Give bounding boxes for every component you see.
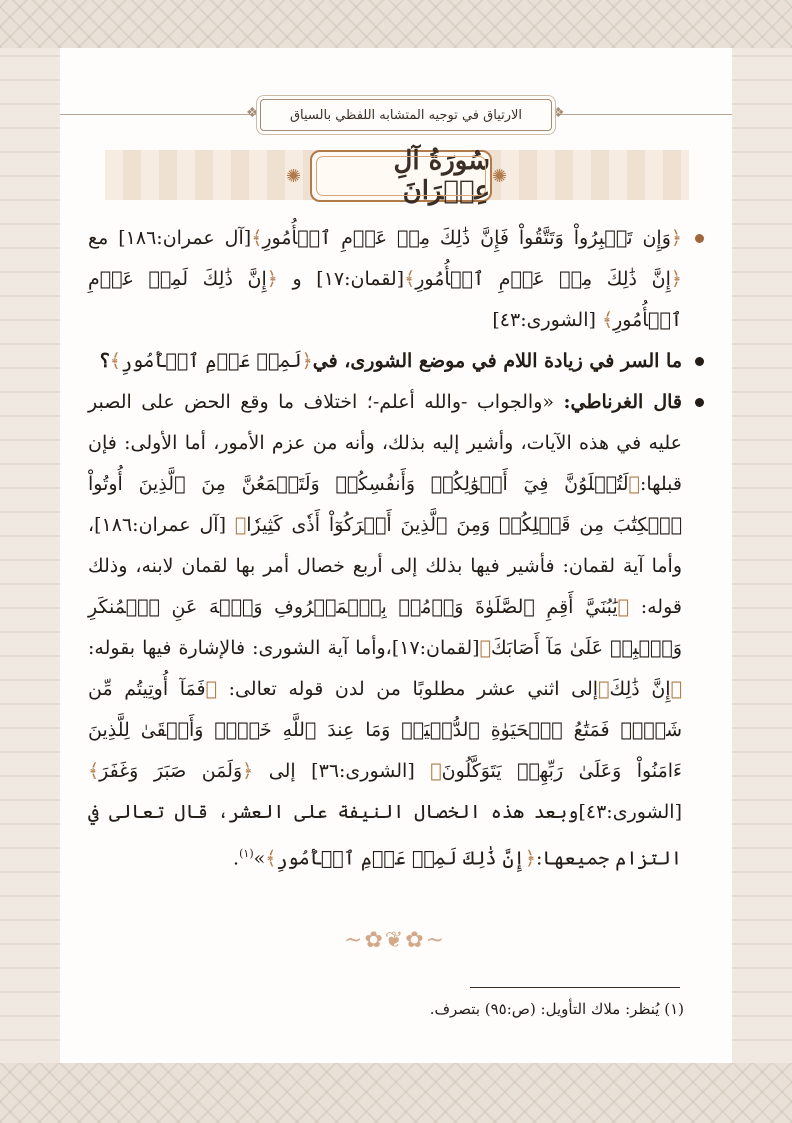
footnote-reference[interactable]: (١): [239, 847, 254, 860]
quran-bracket-open: ﴿: [301, 350, 313, 372]
divider-ornament-icon: ~✿❦✿~: [343, 927, 447, 953]
footnote-rule: [470, 987, 680, 988]
quran-verse: إِنَّ ذَٰلِكَ لَمِنۡ عَزۡمِ ٱلۡأُمُورِ: [88, 268, 682, 331]
surah-ornament-icon: ✺: [286, 166, 302, 187]
quran-verse: وَلَمَن صَبَرَ وَغَفَرَ: [99, 760, 243, 782]
decorative-border-top: [0, 0, 792, 48]
quran-bracket-open: ﴿: [628, 473, 640, 495]
running-title: الارتياق في توجيه المتشابه اللفظي بالسياق: [289, 107, 523, 123]
quran-bracket-close: ﴾: [598, 678, 610, 700]
decorative-margin-left: [0, 48, 60, 1063]
header-ornament-icon: ❖: [246, 105, 259, 121]
quran-bracket-close: ﴾: [430, 760, 442, 782]
quran-verse: إِنَّ ذَٰلِكَ لَمِنۡ عَزۡمِ ٱلۡأُمُورِ: [276, 847, 525, 870]
text-segment: «والجواب -والله أعلم-؛ اختلاف ما وقع الحض على الصبر عليه في هذه الآيات، وأشير إليه بذلك، وأنه من عزم الأمور، أما الأولى: فإن قبلها:: [88, 391, 682, 495]
bullet-dot-icon: [695, 357, 704, 366]
text-segment: مع: [88, 227, 109, 249]
running-header: [60, 95, 732, 135]
quran-bracket-close: ﴾: [251, 227, 263, 249]
surah-title: سُورَةُ آلِ عِمۡرَانَ: [393, 146, 490, 206]
quran-bracket-open: ﴿: [266, 268, 278, 290]
bullet-dot-icon: [695, 234, 704, 243]
quran-bracket-open: ﴿: [524, 847, 536, 870]
surah-ornament-icon: ✺: [492, 166, 508, 187]
quran-verse: إِنَّ ذَٰلِكَ: [609, 678, 671, 700]
bullet-dot-icon: [695, 398, 704, 407]
paragraph-1: [88, 218, 704, 341]
quran-bracket-open: ﴿: [205, 678, 217, 700]
quran-bracket-open: ﴿: [670, 227, 683, 249]
main-text: [88, 218, 704, 879]
quran-bracket-close: ﴾: [404, 268, 416, 290]
quran-bracket-close: ﴾: [234, 514, 247, 536]
text-segment: [الشورى:٣٦] إلى: [253, 760, 431, 782]
quran-bracket-close: ﴾: [265, 847, 277, 870]
verse-reference: [آل عمران:١٨٦]: [118, 227, 252, 249]
quran-bracket-close: ﴾: [88, 760, 100, 782]
quran-bracket-close: ﴾: [601, 309, 614, 331]
text-segment: .: [233, 847, 240, 870]
verse-reference: [لقمان:١٧] و: [292, 268, 405, 290]
verse-reference: [الشورى:٤٣]: [492, 309, 596, 331]
quran-bracket-open: ﴿: [617, 596, 630, 618]
quran-bracket-open: ﴿: [670, 678, 682, 700]
text-segment: »: [253, 847, 266, 870]
quran-bracket-open: ﴿: [242, 760, 254, 782]
paragraph-2: [88, 341, 704, 382]
question-text: ما السر في زيادة اللام في موضع الشورى، في: [312, 350, 682, 372]
quran-verse: يَٰبُنَيَّ أَقِمِ ٱلصَّلَوٰةَ وَأۡمُرۡ بِٱلۡمَعۡرُوفِ وَٱنۡهَ عَنِ ٱلۡمُنكَرِ وَٱصۡبِرۡ عَلَىٰ مَآ أَصَابَكَ: [88, 596, 683, 659]
question-mark: ؟: [99, 350, 110, 372]
text-segment: إلى اثني عشر مطلوبًا من لدن قوله تعالى:: [216, 678, 599, 700]
text-segment: [آل عمران:١٨٦]، وأما آية لقمان: فأشير فيها بذلك إلى أربع خصال أمر بها لقمان لابنه، وذلك قوله:: [88, 514, 682, 618]
decorative-margin-right: [732, 48, 792, 1063]
header-ornament-icon: ❖: [552, 105, 565, 121]
quran-bracket-close: ﴾: [109, 350, 121, 372]
quote-author: قال الغرناطي:: [563, 391, 682, 413]
quran-bracket-open: ﴿: [670, 268, 682, 290]
quran-verse: لَمِنۡ عَزۡمِ ٱلۡأُمُورِ: [120, 350, 302, 372]
decorative-border-bottom: [0, 1063, 792, 1123]
quran-verse: فَمَآ أُوتِيتُم مِّن شَيۡءٖ فَمَتَٰعُ ٱلۡحَيَوٰةِ ٱلدُّنۡيَاۖ وَمَا عِندَ ٱللَّهِ خَيۡرٞ وَأَبۡقَىٰ لِلَّذِينَ ءَامَنُواْ وَعَلَىٰ رَبِّهِمۡ يَتَوَكَّلُونَ: [88, 678, 682, 782]
text-segment: [الشورى:٤٣]وبعد هذه الخصال النيفة على العشر، قال تعالى في التزام جميعها:: [88, 801, 682, 870]
text-segment: [لقمان:١٧]،وأما آية الشورى: فالإشارة فيها بقوله:: [88, 637, 480, 659]
quran-verse: لَتُبۡلَوُنَّ فِيٓ أَمۡوَٰلِكُمۡ وَأَنفُسِكُمۡ وَلَتَسۡمَعُنَّ مِنَ ٱلَّذِينَ أُوتُواْ ٱلۡكِتَٰبَ مِن قَبۡلِكُمۡ وَمِنَ ٱلَّذِينَ أَشۡرَكُوٓاْ أَذٗى كَثِيرٗا: [88, 473, 682, 536]
quran-bracket-close: ﴾: [479, 637, 492, 659]
running-title-frame: [260, 99, 552, 131]
quran-verse: إِنَّ ذَٰلِكَ مِنۡ عَزۡمِ ٱلۡأُمُورِ: [415, 268, 671, 290]
surah-title-frame: [310, 146, 492, 206]
paragraph-3: [88, 382, 704, 879]
footnote: (١) يُنظر: ملاك التأويل: (ص:٩٥) بتصرف.: [429, 1000, 684, 1018]
quran-verse: وَإِن تَصۡبِرُواْ وَتَتَّقُواْ فَإِنَّ ذَٰلِكَ مِنۡ عَزۡمِ ٱلۡأُمُورِ: [262, 227, 671, 249]
